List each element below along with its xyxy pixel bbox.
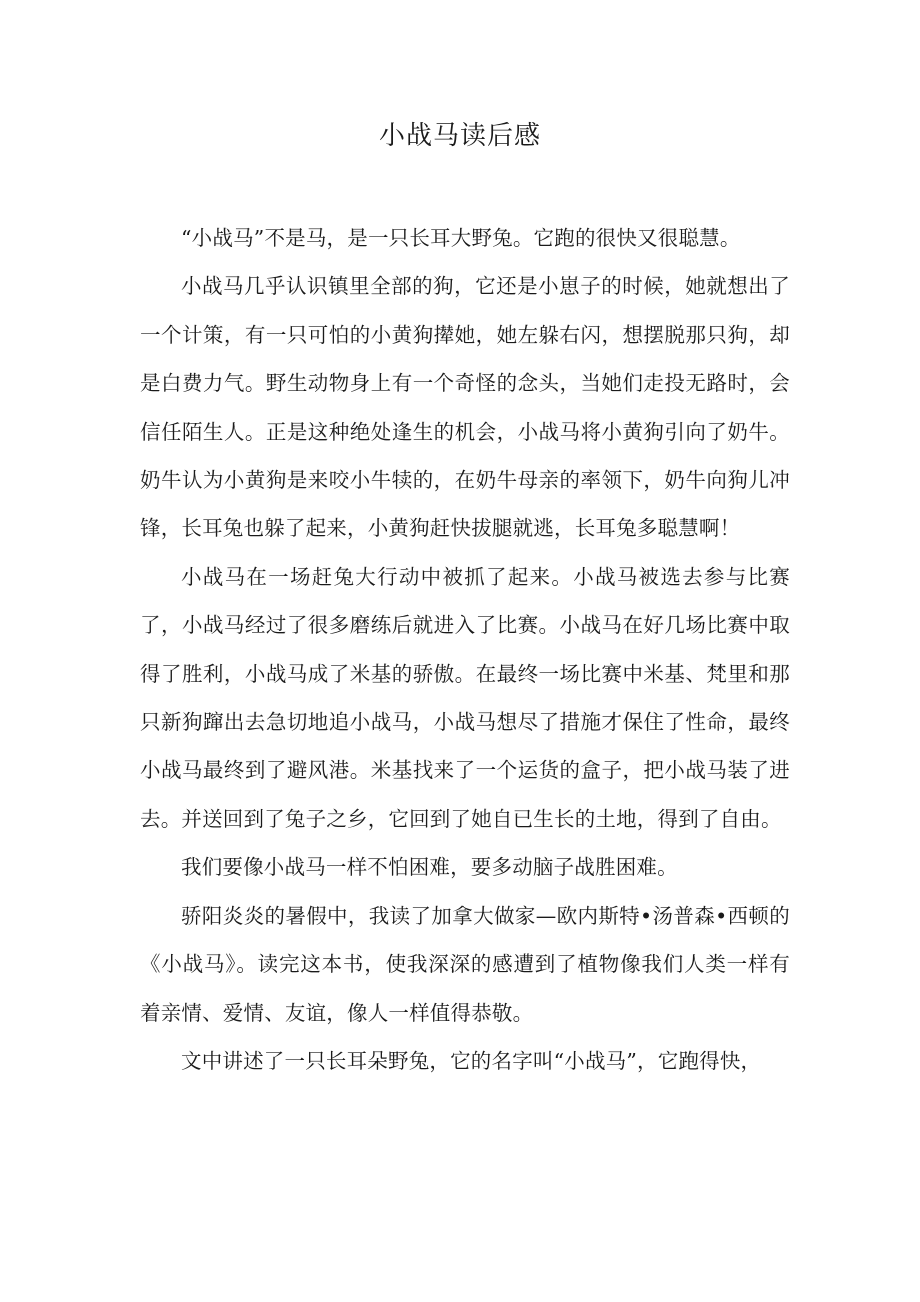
paragraph-dogs: 小战马几乎认识镇里全部的狗，它还是小崽子的时候，她就想出了一个计策，有一只可怕的小黄狗撵她，她左躲右闪，想摆脱那只狗，却是白费力气。野生动物身上有一个奇怪的念头，当她们走投无路时，会信任陌生人。正是这种绝处逢生的机会，小战马将小黄狗引向了奶牛。奶牛认为小黄狗是来咬小牛犊的，在奶牛母亲的率领下，奶牛向狗儿冲锋，长耳兔也躲了起来，小黄狗赶快拔腿就逃，长耳兔多聪慧啊！ [140, 274, 790, 541]
paragraph-lesson: 我们要像小战马一样不怕困难，要多动脑子战胜困难。 [181, 855, 678, 880]
paragraph-race: 小战马在一场赶兔大行动中被抓了起来。小战马被选去参与比赛了，小战马经过了很多磨练后就进入了比赛。小战马在好几场比赛中取得了胜利，小战马成了米基的骄傲。在最终一场比赛中米基、梵里和那只新狗蹿出去急切地追小战马，小战马想尽了措施才保住了性命，最终小战马最终到了避风港。米基找来了一个运货的盒子，把小战马装了进去。并送回到了兔子之乡，它回到了她自已生长的土地，得到了自由。 [140, 564, 790, 831]
paragraph-summer-reading: 骄阳炎炎的暑假中，我读了加拿大做家—欧内斯特•汤普森•西顿的《小战马》。读完这本书，使我深深的感遭到了植物像我们人类一样有着亲情、爱情、友谊，像人一样值得恭敬。 [140, 903, 790, 1025]
paragraph-intro: “小战马”不是马，是一只长耳大野兔。它跑的很快又很聪慧。 [181, 226, 741, 250]
document-body [140, 214, 790, 1085]
document-title: 小战马读后感 [378, 121, 541, 151]
paragraph-story-start: 文中讲述了一只长耳朵野兔，它的名字叫“小战马”，它跑得快， [181, 1048, 762, 1073]
